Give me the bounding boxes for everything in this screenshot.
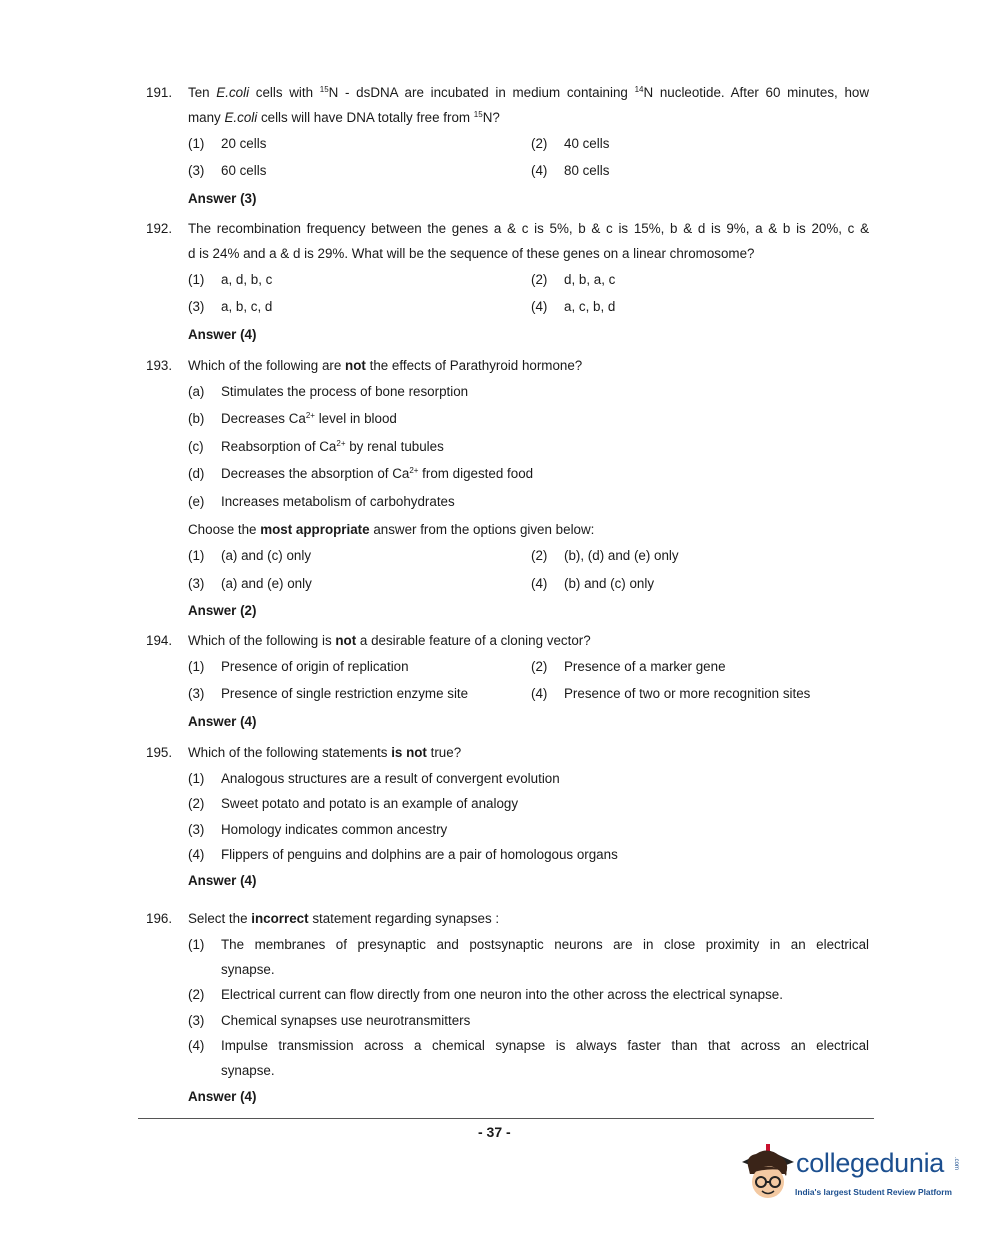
question-stem-line: Which of the following is not a desirable feature of a cloning vector? [188, 633, 591, 648]
choose-instruction: Choose the most appropriate answer from the options given below: [188, 522, 595, 537]
option-label: (2) [531, 272, 548, 287]
statement-text: Stimulates the process of bone resorption [221, 384, 469, 399]
page-number: - 37 - [478, 1124, 511, 1140]
option-text: Analogous structures are a result of convergent evolution [221, 771, 560, 786]
answer-option [188, 576, 508, 596]
option-text: a, c, b, d [564, 299, 616, 315]
question-stem-line: many E.coli cells will have DNA totally free from $^{15}$N? [188, 110, 500, 125]
question-number: 192. [146, 221, 173, 236]
graduate-face-icon [738, 1140, 798, 1210]
answer-option [531, 548, 851, 568]
answer-option [188, 659, 508, 679]
statement-label: (c) [188, 438, 204, 454]
answer-option [531, 299, 851, 319]
answer-option [188, 163, 508, 183]
option-label: (1) [188, 771, 205, 786]
option-label: (3) [188, 821, 205, 837]
answer-key: Answer (4) [188, 326, 257, 342]
option-text: Presence of single restriction enzyme site [221, 686, 469, 702]
option-label: (2) [188, 796, 205, 812]
option-text: Presence of origin of replication [221, 659, 409, 674]
statement-text: Increases metabolism of carbohydrates [221, 493, 455, 509]
option-text: Presence of a marker gene [564, 659, 726, 674]
option-text: 20 cells [221, 136, 267, 151]
option-label: (2) [531, 659, 548, 674]
answer-option [531, 163, 851, 183]
option-text: Flippers of penguins and dolphins are a pair of homologous organs [221, 847, 618, 863]
option-label: (1) [188, 136, 205, 151]
question-stem-line: The recombination frequency between the genes a & c is 5%, b & c is 15%, b & d is 9%, a & b is 20%, c & [188, 221, 869, 236]
answer-key: Answer (2) [188, 603, 257, 619]
option-label: (4) [531, 163, 548, 179]
logo-domain: .com [953, 1157, 959, 1171]
question-number: 196. [146, 911, 173, 926]
option-text: (a) and (c) only [221, 548, 312, 564]
option-label: (2) [188, 987, 205, 1003]
question-stem-line: Ten E.coli cells with $^{15}$N - dsDNA are incubated in medium containing $^{14}$N nucleotide. After 60 minutes, how [188, 85, 870, 100]
answer-key: Answer (3) [188, 190, 257, 206]
answer-option [531, 136, 851, 156]
option-text: synapse. [221, 1063, 275, 1079]
statement-label: (d) [188, 466, 205, 482]
option-label: (1) [188, 272, 205, 287]
option-text: 80 cells [564, 163, 610, 179]
option-label: (1) [188, 659, 205, 674]
option-label: (3) [188, 686, 205, 702]
option-text: (a) and (e) only [221, 575, 312, 591]
statement-item [188, 439, 848, 459]
answer-option [531, 272, 851, 292]
option-label: (4) [188, 1038, 205, 1054]
question-stem-line: Which of the following statements is not true? [188, 745, 462, 760]
option-label: (1) [188, 548, 205, 564]
footer-divider [138, 1118, 874, 1119]
answer-option [531, 686, 851, 706]
statement-text: Decreases the absorption of $Ca^{2+}$ from digested food [221, 466, 534, 482]
option-text: a, b, c, d [221, 299, 273, 315]
answer-key: Answer (4) [188, 1088, 257, 1104]
answer-option [531, 659, 851, 679]
option-text: (b) and (c) only [564, 575, 655, 591]
answer-option [188, 272, 508, 292]
option-label: (2) [531, 548, 548, 564]
option-text: Electrical current can flow directly from one neuron into the other across the electrical synapse. [221, 987, 783, 1003]
question-number: 191. [146, 85, 173, 100]
answer-option [188, 299, 508, 319]
question-stem-line: Select the incorrect statement regarding synapses : [188, 911, 500, 926]
option-text: a, d, b, c [221, 272, 273, 287]
statement-item [188, 466, 848, 486]
logo-tagline: India's largest Student Review Platform [795, 1187, 952, 1197]
answer-key: Answer (4) [188, 713, 257, 729]
option-label: (4) [188, 847, 205, 863]
answer-option [531, 576, 851, 596]
statement-label: (e) [188, 493, 205, 509]
logo-wordmark: collegedunia [796, 1148, 945, 1178]
statement-text: Reabsorption of $Ca^{2+}$ by renal tubules [221, 438, 444, 454]
option-label: (2) [531, 136, 548, 151]
option-label: (3) [188, 163, 205, 179]
option-text: Sweet potato and potato is an example of analogy [221, 796, 519, 812]
option-text: 60 cells [221, 163, 267, 179]
answer-option [188, 686, 508, 706]
option-text: 40 cells [564, 136, 610, 151]
option-label: (4) [531, 686, 548, 702]
option-text: Chemical synapses use neurotransmitters [221, 1012, 471, 1028]
option-text: (b), (d) and (e) only [564, 548, 679, 564]
answer-option [188, 136, 508, 156]
question-number: 193. [146, 358, 173, 373]
statement-label: (a) [188, 384, 205, 399]
statement-item [188, 411, 848, 431]
statement-item [188, 384, 848, 404]
option-text: synapse. [221, 962, 275, 977]
statement-item [188, 494, 848, 514]
option-text: Presence of two or more recognition sites [564, 686, 811, 702]
collegedunia-logo[interactable] [738, 1140, 963, 1210]
statement-text: Decreases $Ca^{2+}$ level in blood [221, 411, 397, 427]
statement-label: (b) [188, 411, 205, 427]
option-text: The membranes of presynaptic and postsynaptic neurons are in close proximity in an electrical [221, 937, 869, 952]
question-number: 194. [146, 633, 173, 648]
option-label: (3) [188, 299, 205, 315]
question-stem-line: Which of the following are not the effects of Parathyroid hormone? [188, 358, 583, 373]
option-text: Homology indicates common ancestry [221, 821, 448, 837]
answer-option [188, 548, 508, 568]
option-text: d, b, a, c [564, 272, 616, 287]
option-label: (3) [188, 575, 205, 591]
question-number: 195. [146, 745, 173, 760]
option-text: Impulse transmission across a chemical synapse is always faster than that across an electrical [221, 1038, 869, 1054]
question-stem-line: d is 24% and a & d is 29%. What will be the sequence of these genes on a linear chromosome? [188, 246, 755, 261]
option-label: (3) [188, 1012, 205, 1028]
option-label: (1) [188, 937, 205, 952]
option-label: (4) [531, 575, 548, 591]
option-label: (4) [531, 299, 548, 315]
answer-key: Answer (4) [188, 872, 257, 888]
